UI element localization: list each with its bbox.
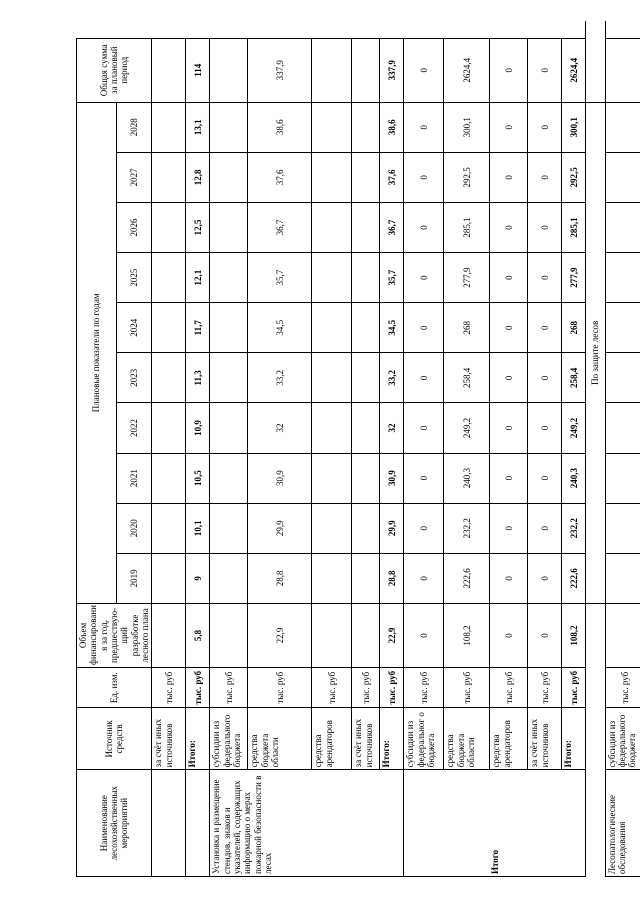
source-cell: субсидии из федерального бюджета <box>605 708 640 770</box>
table-row <box>404 21 444 877</box>
value-cell: 34,5 <box>380 303 404 353</box>
value-cell: 29,9 <box>380 503 404 553</box>
value-cell: 232,2 <box>562 503 586 553</box>
value-cell: 285,1 <box>444 202 490 252</box>
total-cell: 0 <box>490 38 528 102</box>
margin-cell <box>380 21 404 38</box>
value-cell <box>605 453 640 503</box>
total-cell: 2624,4 <box>562 38 586 102</box>
unit-cell: тыс. руб <box>404 667 444 708</box>
value-cell: 10,9 <box>186 403 210 453</box>
value-cell: 30,9 <box>248 453 312 503</box>
source-cell: Итого: <box>380 708 404 770</box>
unit-cell: тыс. руб <box>312 667 352 708</box>
header-year: 2027 <box>117 152 152 202</box>
table-row <box>444 21 490 877</box>
value-cell: 0 <box>528 353 562 403</box>
value-cell <box>152 403 186 453</box>
table-row <box>562 21 586 877</box>
value-cell <box>352 503 380 553</box>
section-title: По защите лесов <box>586 102 605 603</box>
header-volume: Объем финансировани я за год, предшествую-щий разработке лесного плана <box>77 603 152 667</box>
value-cell <box>352 303 380 353</box>
value-cell: 0 <box>528 503 562 553</box>
forest-plan-table <box>76 21 640 877</box>
header-plan: Плановые показатели по годам <box>77 102 117 603</box>
value-cell: 0 <box>528 553 562 603</box>
table-row <box>186 21 210 877</box>
value-cell <box>152 102 186 152</box>
header-row-1 <box>77 21 117 877</box>
value-cell: 33,2 <box>380 353 404 403</box>
value-cell <box>312 253 352 303</box>
value-cell: 0 <box>528 102 562 152</box>
value-cell <box>605 152 640 202</box>
unit-cell: тыс. руб <box>562 667 586 708</box>
source-cell: за счёт иных источников <box>352 708 380 770</box>
value-cell: 0 <box>404 152 444 202</box>
value-cell: 300,1 <box>444 102 490 152</box>
value-cell: 258,4 <box>444 353 490 403</box>
value-cell: 11,3 <box>186 353 210 403</box>
unit-cell: тыс. руб <box>490 667 528 708</box>
value-cell: 277,9 <box>444 253 490 303</box>
value-cell <box>312 403 352 453</box>
source-cell: за счёт иных источников <box>152 708 186 770</box>
value-cell: 0 <box>404 453 444 503</box>
unit-cell: тыс. руб <box>248 667 312 708</box>
total-cell: 0 <box>528 38 562 102</box>
value-cell <box>152 353 186 403</box>
header-year: 2026 <box>117 202 152 252</box>
value-cell: 30,9 <box>380 453 404 503</box>
value-cell: 28,8 <box>380 553 404 603</box>
header-year: 2019 <box>117 553 152 603</box>
header-year: 2028 <box>117 102 152 152</box>
header-year: 2020 <box>117 503 152 553</box>
value-cell: 0 <box>528 303 562 353</box>
value-cell <box>352 403 380 453</box>
volume-cell: 0 <box>404 603 444 667</box>
value-cell <box>210 303 248 353</box>
table-row <box>352 21 380 877</box>
value-cell: 37,6 <box>380 152 404 202</box>
value-cell <box>210 152 248 202</box>
source-cell: субсидии из федерального бюджета <box>210 708 248 770</box>
value-cell: 0 <box>490 553 528 603</box>
table-row <box>312 21 352 877</box>
unit-cell: тыс. руб <box>528 667 562 708</box>
value-cell <box>352 553 380 603</box>
value-cell <box>605 253 640 303</box>
unit-cell: тыс. руб <box>152 667 186 708</box>
value-cell: 0 <box>490 403 528 453</box>
total-cell: 2624,4 <box>444 38 490 102</box>
margin-cell <box>352 21 380 38</box>
volume-cell <box>210 603 248 667</box>
value-cell <box>352 152 380 202</box>
value-cell: 0 <box>528 453 562 503</box>
value-cell <box>210 202 248 252</box>
volume-cell <box>352 603 380 667</box>
value-cell <box>605 102 640 152</box>
value-cell: 222,6 <box>562 553 586 603</box>
table-row <box>210 21 248 877</box>
row-name-empty <box>186 770 210 877</box>
total-cell: 337,9 <box>248 38 312 102</box>
value-cell: 0 <box>528 152 562 202</box>
value-cell: 12,8 <box>186 152 210 202</box>
table-row <box>152 21 186 877</box>
header-name: Наименование лесохозяйственных мероприятий <box>77 770 152 877</box>
header-name-cont <box>152 770 186 877</box>
margin-cell <box>444 21 490 38</box>
value-cell <box>312 202 352 252</box>
value-cell <box>352 102 380 152</box>
value-cell: 36,7 <box>248 202 312 252</box>
unit-cell: тыс. руб <box>186 667 210 708</box>
activity-name: Установка и размещение стендов, знаков и указателей, содержащих информацию о мерах пожарной безопасности в лесах <box>210 770 404 877</box>
table-row <box>490 21 528 877</box>
value-cell: 0 <box>404 553 444 603</box>
blank-cell <box>77 21 152 38</box>
value-cell <box>210 453 248 503</box>
volume-cell <box>605 603 640 667</box>
header-year: 2023 <box>117 353 152 403</box>
header-unit: Ед. изм. <box>77 667 152 708</box>
value-cell: 0 <box>490 202 528 252</box>
source-cell: средства арендаторов <box>490 708 528 770</box>
value-cell: 38,6 <box>248 102 312 152</box>
source-cell: средства арендаторов <box>312 708 352 770</box>
value-cell <box>605 353 640 403</box>
value-cell <box>210 503 248 553</box>
value-cell: 0 <box>404 202 444 252</box>
section-blank <box>586 21 605 102</box>
volume-cell: 108,2 <box>444 603 490 667</box>
total-cell <box>605 38 640 102</box>
value-cell <box>152 202 186 252</box>
value-cell <box>352 202 380 252</box>
value-cell: 12,1 <box>186 253 210 303</box>
value-cell: 240,3 <box>562 453 586 503</box>
header-total: Общая сумма за плановый период <box>77 38 152 102</box>
volume-cell: 108,2 <box>562 603 586 667</box>
source-cell: Итого: <box>562 708 586 770</box>
value-cell <box>605 553 640 603</box>
value-cell <box>210 553 248 603</box>
value-cell: 10,1 <box>186 503 210 553</box>
value-cell: 268 <box>562 303 586 353</box>
value-cell <box>152 453 186 503</box>
total-cell <box>152 38 186 102</box>
value-cell <box>605 403 640 453</box>
source-cell: субсидии из федеральног о бюджета <box>404 708 444 770</box>
value-cell: 0 <box>404 303 444 353</box>
margin-cell <box>152 21 186 38</box>
value-cell <box>312 503 352 553</box>
value-cell: 38,6 <box>380 102 404 152</box>
value-cell: 35,7 <box>380 253 404 303</box>
section-row <box>586 21 605 877</box>
activity-name: Итого <box>404 770 586 877</box>
value-cell: 0 <box>528 403 562 453</box>
table-row <box>605 21 640 877</box>
margin-cell <box>562 21 586 38</box>
volume-cell <box>312 603 352 667</box>
value-cell: 29,9 <box>248 503 312 553</box>
total-cell <box>312 38 352 102</box>
value-cell: 292,5 <box>562 152 586 202</box>
total-cell: 337,9 <box>380 38 404 102</box>
volume-cell: 5,8 <box>186 603 210 667</box>
value-cell: 0 <box>490 253 528 303</box>
value-cell: 0 <box>490 453 528 503</box>
value-cell: 28,8 <box>248 553 312 603</box>
header-source: Источник средств <box>77 708 152 770</box>
value-cell: 12,5 <box>186 202 210 252</box>
value-cell <box>312 453 352 503</box>
value-cell <box>352 453 380 503</box>
value-cell: 292,5 <box>444 152 490 202</box>
value-cell: 32 <box>248 403 312 453</box>
source-cell: средства бюджета области <box>444 708 490 770</box>
value-cell <box>210 102 248 152</box>
value-cell: 0 <box>490 102 528 152</box>
total-cell <box>352 38 380 102</box>
header-year: 2024 <box>117 303 152 353</box>
margin-cell <box>312 21 352 38</box>
value-cell <box>605 303 640 353</box>
table-row <box>380 21 404 877</box>
value-cell: 0 <box>404 503 444 553</box>
value-cell: 36,7 <box>380 202 404 252</box>
value-cell: 232,2 <box>444 503 490 553</box>
value-cell: 10,5 <box>186 453 210 503</box>
total-cell: 114 <box>186 38 210 102</box>
value-cell <box>312 353 352 403</box>
value-cell: 258,4 <box>562 353 586 403</box>
value-cell: 34,5 <box>248 303 312 353</box>
table-row <box>528 21 562 877</box>
header-year: 2025 <box>117 253 152 303</box>
value-cell <box>605 503 640 553</box>
value-cell <box>210 353 248 403</box>
value-cell: 0 <box>528 202 562 252</box>
total-cell: 0 <box>404 38 444 102</box>
value-cell: 277,9 <box>562 253 586 303</box>
value-cell: 0 <box>528 253 562 303</box>
total-cell <box>210 38 248 102</box>
value-cell: 37,6 <box>248 152 312 202</box>
value-cell <box>152 553 186 603</box>
value-cell <box>312 303 352 353</box>
value-cell: 0 <box>490 303 528 353</box>
margin-cell <box>490 21 528 38</box>
source-cell: Итого: <box>186 708 210 770</box>
value-cell: 11,7 <box>186 303 210 353</box>
value-cell <box>352 353 380 403</box>
value-cell: 0 <box>404 353 444 403</box>
margin-cell <box>404 21 444 38</box>
value-cell <box>352 253 380 303</box>
unit-cell: тыс. руб <box>605 667 640 708</box>
source-cell: средства бюджета области <box>248 708 312 770</box>
value-cell <box>312 553 352 603</box>
volume-cell: 0 <box>490 603 528 667</box>
value-cell: 32 <box>380 403 404 453</box>
volume-cell: 22,9 <box>380 603 404 667</box>
volume-cell: 22,9 <box>248 603 312 667</box>
value-cell: 285,1 <box>562 202 586 252</box>
value-cell: 0 <box>490 152 528 202</box>
value-cell: 249,2 <box>562 403 586 453</box>
margin-cell <box>210 21 248 38</box>
value-cell: 33,2 <box>248 353 312 403</box>
value-cell <box>605 202 640 252</box>
value-cell: 268 <box>444 303 490 353</box>
value-cell <box>152 503 186 553</box>
value-cell: 222,6 <box>444 553 490 603</box>
value-cell <box>152 303 186 353</box>
section-blank <box>586 603 605 876</box>
value-cell: 0 <box>404 253 444 303</box>
value-cell <box>210 253 248 303</box>
margin-cell <box>186 21 210 38</box>
header-year: 2022 <box>117 403 152 453</box>
value-cell: 13,1 <box>186 102 210 152</box>
value-cell: 0 <box>404 403 444 453</box>
volume-cell <box>152 603 186 667</box>
margin-cell <box>605 21 640 38</box>
value-cell: 0 <box>404 102 444 152</box>
table-row <box>248 21 312 877</box>
value-cell <box>152 253 186 303</box>
value-cell <box>210 403 248 453</box>
unit-cell: тыс. руб <box>210 667 248 708</box>
header-year: 2021 <box>117 453 152 503</box>
activity-name: Лесопатологические обследования <box>605 770 640 877</box>
unit-cell: тыс. руб <box>352 667 380 708</box>
value-cell: 9 <box>186 553 210 603</box>
value-cell: 249,2 <box>444 403 490 453</box>
value-cell: 0 <box>490 353 528 403</box>
value-cell: 300,1 <box>562 102 586 152</box>
margin-cell <box>528 21 562 38</box>
unit-cell: тыс. руб <box>380 667 404 708</box>
volume-cell: 0 <box>528 603 562 667</box>
value-cell: 0 <box>490 503 528 553</box>
value-cell <box>152 152 186 202</box>
source-cell: за счёт иных источников <box>528 708 562 770</box>
value-cell <box>312 152 352 202</box>
margin-cell <box>248 21 312 38</box>
value-cell: 240,3 <box>444 453 490 503</box>
value-cell <box>312 102 352 152</box>
value-cell: 35,7 <box>248 253 312 303</box>
unit-cell: тыс. руб <box>444 667 490 708</box>
